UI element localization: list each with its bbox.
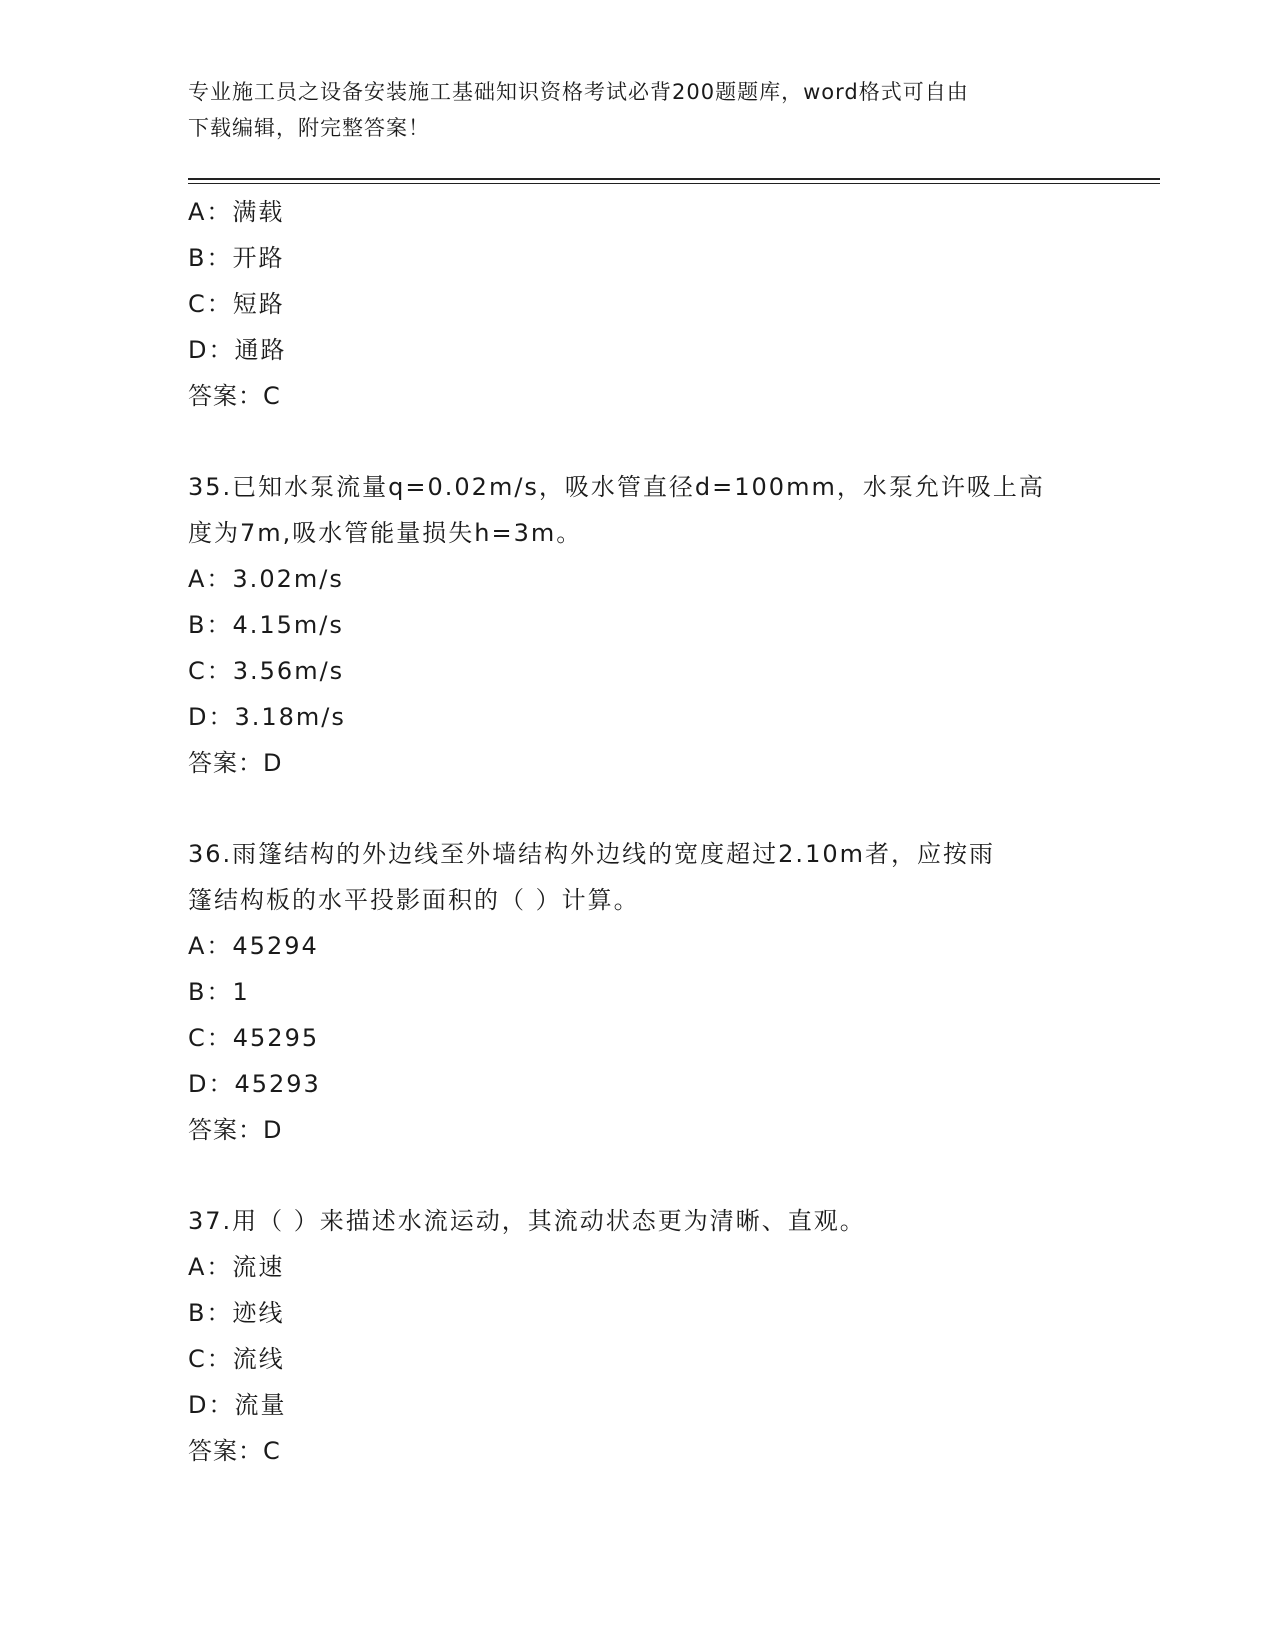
option-b: B：4.15m/s: [188, 611, 344, 639]
spacer: [188, 1153, 1088, 1198]
answer-line: 答案：D: [188, 749, 283, 777]
question-text-line-2: 篷结构板的水平投影面积的（ ）计算。: [188, 886, 640, 914]
option-b: B：开路: [188, 244, 285, 272]
option-a: A：流速: [188, 1253, 285, 1281]
header-divider-thick: [188, 178, 1160, 180]
answer-line: 答案：C: [188, 382, 281, 410]
option-d: D：45293: [188, 1070, 321, 1098]
header-line-2: 下载编辑，附完整答案！: [188, 116, 430, 140]
option-b: B：迹线: [188, 1299, 285, 1327]
option-d: D：通路: [188, 336, 287, 364]
question-text-line-1: 35.已知水泵流量q=0.02m/s，吸水管直径d=100mm，水泵允许吸上高: [188, 473, 1045, 501]
document-header: [188, 74, 1088, 146]
option-a: A：45294: [188, 932, 319, 960]
question-text-line-2: 度为7m,吸水管能量损失h=3m。: [188, 519, 583, 547]
option-a: A：3.02m/s: [188, 565, 344, 593]
header-divider-thin: [188, 183, 1160, 184]
option-b: B：1: [188, 978, 250, 1006]
option-c: C：3.56m/s: [188, 657, 345, 685]
option-c: C：短路: [188, 290, 285, 318]
question-list: [188, 189, 1088, 1474]
question-text-line-1: 37.用（ ）来描述水流运动，其流动状态更为清晰、直观。: [188, 1207, 866, 1235]
option-d: D：流量: [188, 1391, 287, 1419]
question-34: [188, 189, 1088, 419]
header-line-1: 专业施工员之设备安装施工基础知识资格考试必背200题题库，word格式可自由: [188, 80, 969, 104]
question-text-line-1: 36.雨篷结构的外边线至外墙结构外边线的宽度超过2.10m者，应按雨: [188, 840, 995, 868]
option-c: C：流线: [188, 1345, 285, 1373]
spacer: [188, 786, 1088, 831]
option-d: D：3.18m/s: [188, 703, 346, 731]
question-36: [188, 831, 1088, 1153]
spacer: [188, 419, 1088, 464]
option-c: C：45295: [188, 1024, 320, 1052]
question-37: [188, 1198, 1088, 1474]
question-35: [188, 464, 1088, 786]
answer-line: 答案：D: [188, 1116, 283, 1144]
answer-line: 答案：C: [188, 1437, 281, 1465]
option-a: A：满载: [188, 198, 285, 226]
